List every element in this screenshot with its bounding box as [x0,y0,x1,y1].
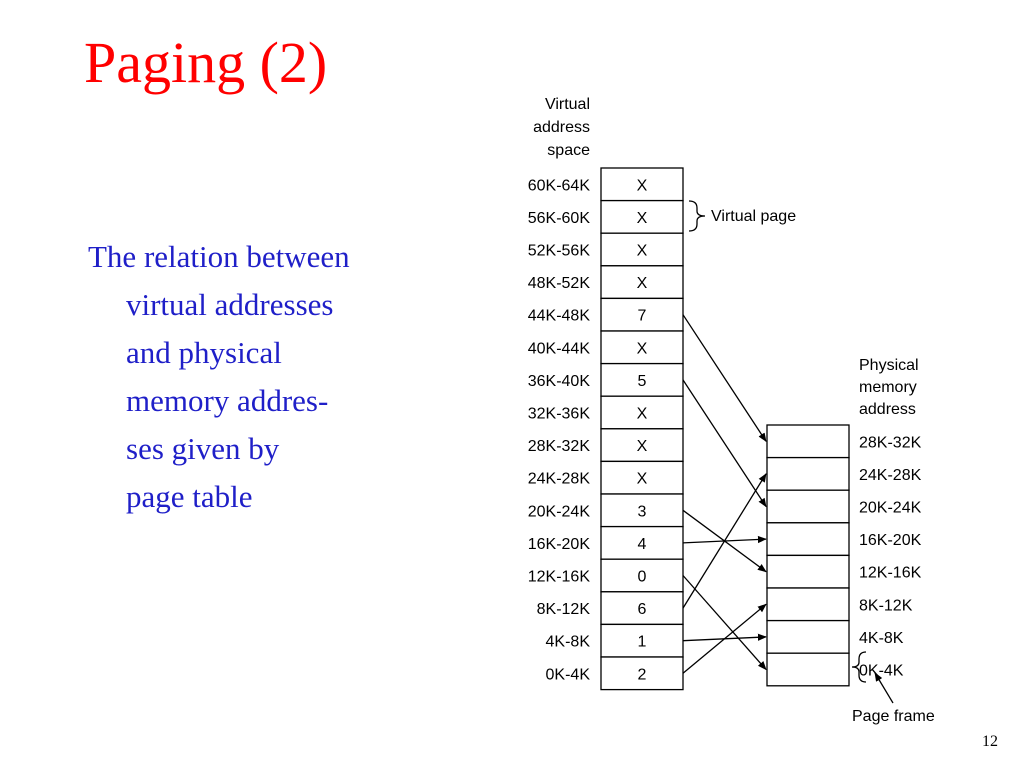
virtual-range-label: 52K-56K [527,242,590,260]
mapping-arrow [683,315,766,442]
virtual-page-row [601,396,683,429]
virtual-range-label: 20K-24K [527,503,590,521]
physical-frame-cell [767,588,849,621]
body-line: memory addres- [126,383,329,418]
body-line: virtual addresses [126,287,334,322]
page-table-entry: X [636,209,648,227]
physical-header-line: Physical [859,357,919,374]
page-table-entry: 2 [637,666,647,684]
mapping-arrow [683,380,766,507]
virtual-header-line: Virtual [544,96,590,113]
virtual-address-space-header [533,96,590,159]
virtual-range-label: 60K-64K [527,177,590,195]
mapping-arrow [683,604,766,673]
physical-frame-cell [767,490,849,523]
page-table-entry: 0 [637,568,647,586]
page-table-entry: 3 [637,503,647,521]
body-line: page table [126,479,253,514]
physical-range-label: 16K-20K [859,532,922,550]
page-table-entry: X [636,405,648,423]
virtual-page-row [601,364,683,397]
physical-frame-cell [767,653,849,686]
physical-frame-cell [767,425,849,458]
virtual-range-label: 36K-40K [527,372,590,390]
virtual-range-label: 56K-60K [527,209,590,227]
virtual-header-line: space [547,142,590,159]
physical-frame-cell [767,523,849,556]
virtual-range-label: 4K-8K [545,633,590,651]
mapping-arrows [683,315,766,674]
physical-frame-cell [767,458,849,491]
virtual-page-row [601,233,683,266]
physical-range-label: 4K-8K [859,629,904,647]
page-table-entry: X [636,275,648,293]
virtual-range-label: 8K-12K [536,601,590,619]
virtual-page-row [601,461,683,494]
virtual-page-brace [689,201,705,231]
virtual-page-row [601,624,683,657]
virtual-range-label: 16K-20K [527,535,590,553]
physical-range-labels [859,434,922,679]
page-table-entry: 5 [637,372,647,390]
virtual-page-row [601,592,683,625]
virtual-page-row [601,657,683,690]
virtual-page-row [601,429,683,462]
virtual-range-label: 28K-32K [527,438,590,456]
virtual-range-label: 24K-28K [527,470,590,488]
physical-frame-cell [767,621,849,654]
page-table-entry: 6 [637,601,647,619]
virtual-page-label: Virtual page [711,208,797,225]
virtual-page-row [601,331,683,364]
slide-title: Paging (2) [84,30,328,95]
physical-range-label: 24K-28K [859,466,922,484]
virtual-range-label: 32K-36K [527,405,590,423]
body-line: and physical [126,335,282,370]
virtual-page-row [601,494,683,527]
virtual-range-labels [528,177,591,683]
physical-range-label: 12K-16K [859,564,922,582]
page-table-entry: X [636,438,648,456]
page-table-entry: 4 [637,535,647,553]
page-frame-label: Page frame [852,708,935,725]
page-table-entry: X [636,177,648,195]
virtual-page-row [601,527,683,560]
mapping-arrow [683,576,766,670]
body-line: The relation between [88,239,350,274]
virtual-range-label: 48K-52K [527,275,590,293]
page-table-entry: 7 [637,307,647,325]
virtual-page-row [601,201,683,234]
physical-header-line: memory [859,379,917,396]
physical-range-label: 20K-24K [859,499,922,517]
virtual-range-label: 12K-16K [527,568,590,586]
virtual-header-line: address [533,119,590,136]
physical-header-line: address [859,401,916,418]
virtual-page-row [601,266,683,299]
physical-memory-table [767,425,849,686]
page-table-entry: X [636,470,648,488]
mapping-arrow [683,474,766,608]
page-table-entry: 1 [637,633,647,651]
page-table-entry: X [636,242,648,260]
virtual-page-row [601,559,683,592]
virtual-range-label: 40K-44K [527,340,590,358]
page-table-entry: X [636,340,648,358]
virtual-page-row [601,168,683,201]
body-line: ses given by [126,431,280,466]
physical-range-label: 8K-12K [859,597,913,615]
virtual-range-label: 0K-4K [545,666,590,684]
virtual-page-annotation [689,201,796,231]
physical-frame-cell [767,555,849,588]
page-number: 12 [982,733,998,750]
virtual-range-label: 44K-48K [527,307,590,325]
virtual-page-table [601,168,683,690]
physical-range-label: 0K-4K [859,662,904,680]
physical-memory-address-header [859,357,919,418]
physical-range-label: 28K-32K [859,434,922,452]
virtual-page-row [601,298,683,331]
